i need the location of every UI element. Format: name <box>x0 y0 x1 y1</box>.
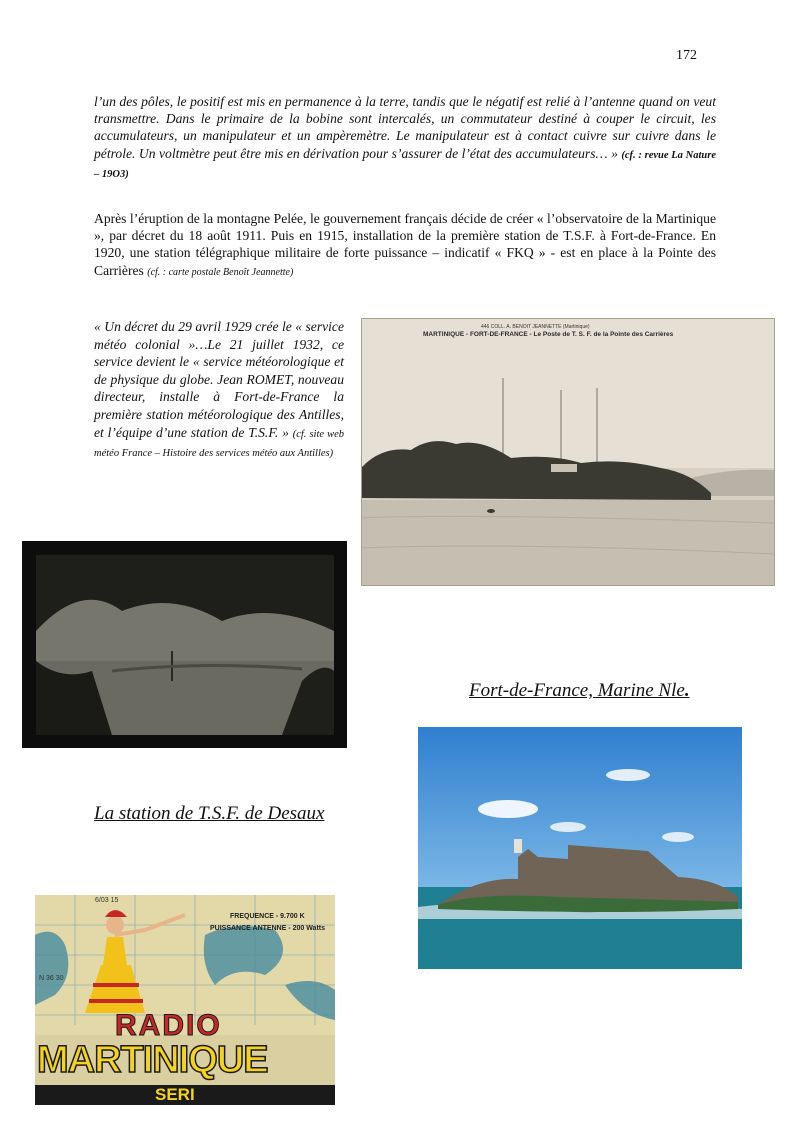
quote-la-nature <box>94 93 716 183</box>
radio-card-stamp: 6/03 15 <box>95 897 119 904</box>
quote-la-nature-text: l’un des pôles, le positif est mis en permanence à la terre, tandis que le négatif est relié à l’antenne quand on veut transmettre. Dans le primaire de la bobine sont intercalés, un commutateur destiné à couper le circuit, les accumulateurs, un manipulateur et un ampèremètre. Le manipulateur est à contact cuivre sur cuivre dans le pétrole. Un voltmètre peut être mis en dérivation pour s’assurer de l’état des accumulateurs… » <box>94 94 716 161</box>
caption-fort-de-france-period: . <box>684 680 690 701</box>
photo-fort-marine-nationale <box>418 727 742 969</box>
photo-view-through-trees <box>22 541 347 748</box>
history-paragraph-citation: (cf. : carte postale Benoît Jeannette) <box>147 266 294 278</box>
postcard-tsf-pointe-des-carrieres <box>361 318 775 586</box>
caption-fort-de-france-text: Fort-de-France, Marine Nle <box>469 680 685 701</box>
history-paragraph-text: Après l’éruption de la montagne Pelée, le gouvernement français décide de créer « l’observatoire de la Martinique », par décret du 18 août 1911. Puis en 1915, installation de la première station de T.S.F. à Fort-de-France. En 1920, une station télégraphique militaire de forte puissance – indicatif « FKQ » - est en place à la Pointe des Carrières <box>94 211 716 278</box>
radio-card-coord: N 36 30 <box>39 975 64 982</box>
caption-fort-de-france <box>469 680 690 702</box>
postcard-header-main: MARTINIQUE - FORT-DE-FRANCE - Le Poste de T. S. F. de la Pointe des Carrières <box>423 331 674 338</box>
radio-card-sub: SERI <box>155 1085 195 1104</box>
quote-la-nature-citation: (cf. : revue La Nature – 19O3) <box>94 149 716 180</box>
page-number: 172 <box>676 48 697 63</box>
caption-desaux: La station de T.S.F. de Desaux <box>94 803 325 824</box>
radio-card-name: MARTINIQUE <box>37 1039 268 1081</box>
radio-card-radio-title: RADIO <box>115 1009 222 1042</box>
fort-photo-image <box>418 727 742 969</box>
quote-meteo-france-citation: (cf. site web météo France – Histoire des services météo aux Antilles) <box>94 428 344 460</box>
quote-meteo-france-text: « Un décret du 29 avril 1929 crée le « service météo colonial »…Le 21 juillet 1932, ce service devient le « service météorologique et de physique du globe. Jean ROMET, nouveau directeur, installe à Fort-de-France la première station météorologique des Antilles, et l’équipe d’une station de T.S.F. » <box>94 319 344 440</box>
radio-martinique-card <box>35 895 335 1105</box>
quote-meteo-france <box>94 318 344 463</box>
trees-photo-image <box>22 541 347 748</box>
postcard-image <box>361 318 775 586</box>
radio-card-frequency: FREQUENCE - 9.700 K <box>230 913 305 920</box>
history-paragraph <box>94 210 716 281</box>
radio-card-power: PUISSANCE ANTENNE - 200 Watts <box>210 925 326 932</box>
postcard-header-small: 446 COLL. A. BENOIT JEANNETTE (Martinique) <box>481 324 590 330</box>
